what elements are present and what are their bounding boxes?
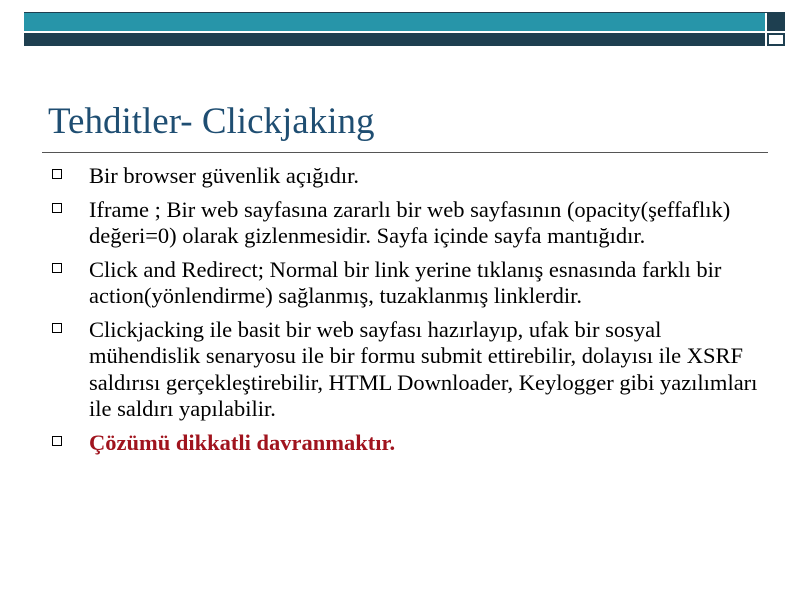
bullet-list xyxy=(50,163,760,463)
bullet-item xyxy=(50,197,760,250)
hollow-square-icon xyxy=(52,436,62,446)
bullet-text: Iframe ; Bir web sayfasına zararlı bir web sayfasının (opacity(şeffaflık) değeri=0) olarak gizlenmesidir. Sayfa içinde sayfa mantığıdır. xyxy=(89,196,731,248)
bullet-item xyxy=(50,257,760,310)
bullet-item xyxy=(50,163,760,190)
header-corner-outline xyxy=(767,33,785,46)
header-accent-bar xyxy=(24,13,765,31)
bullet-item-solution xyxy=(50,430,760,457)
slide-title: Tehditler- Clickjaking xyxy=(48,101,375,142)
hollow-square-icon xyxy=(52,263,62,273)
hollow-square-icon xyxy=(52,203,62,213)
bullet-item xyxy=(50,317,760,423)
header-dark-bar xyxy=(24,33,765,46)
header-corner-block xyxy=(767,13,785,31)
hollow-square-icon xyxy=(52,323,62,333)
bullet-text: Click and Redirect; Normal bir link yerine tıklanış esnasında farklı bir action(yönlendirme) sağlanmış, tuzaklanmış linklerdir. xyxy=(89,256,722,308)
hollow-square-icon xyxy=(52,169,62,179)
title-divider xyxy=(42,152,768,153)
bullet-text: Çözümü dikkatli davranmaktır. xyxy=(89,429,396,455)
bullet-text: Clickjacking ile basit bir web sayfası hazırlayıp, ufak bir sosyal mühendislik senaryosu ile bir formu submit ettirebilir, dolayısı ile XSRF saldırısı gerçekleştirebilir, HTML Downloader, Keylogger gibi yazılımları ile saldırı yapılabilir. xyxy=(89,316,758,421)
bullet-text: Bir browser güvenlik açığıdır. xyxy=(89,163,359,188)
